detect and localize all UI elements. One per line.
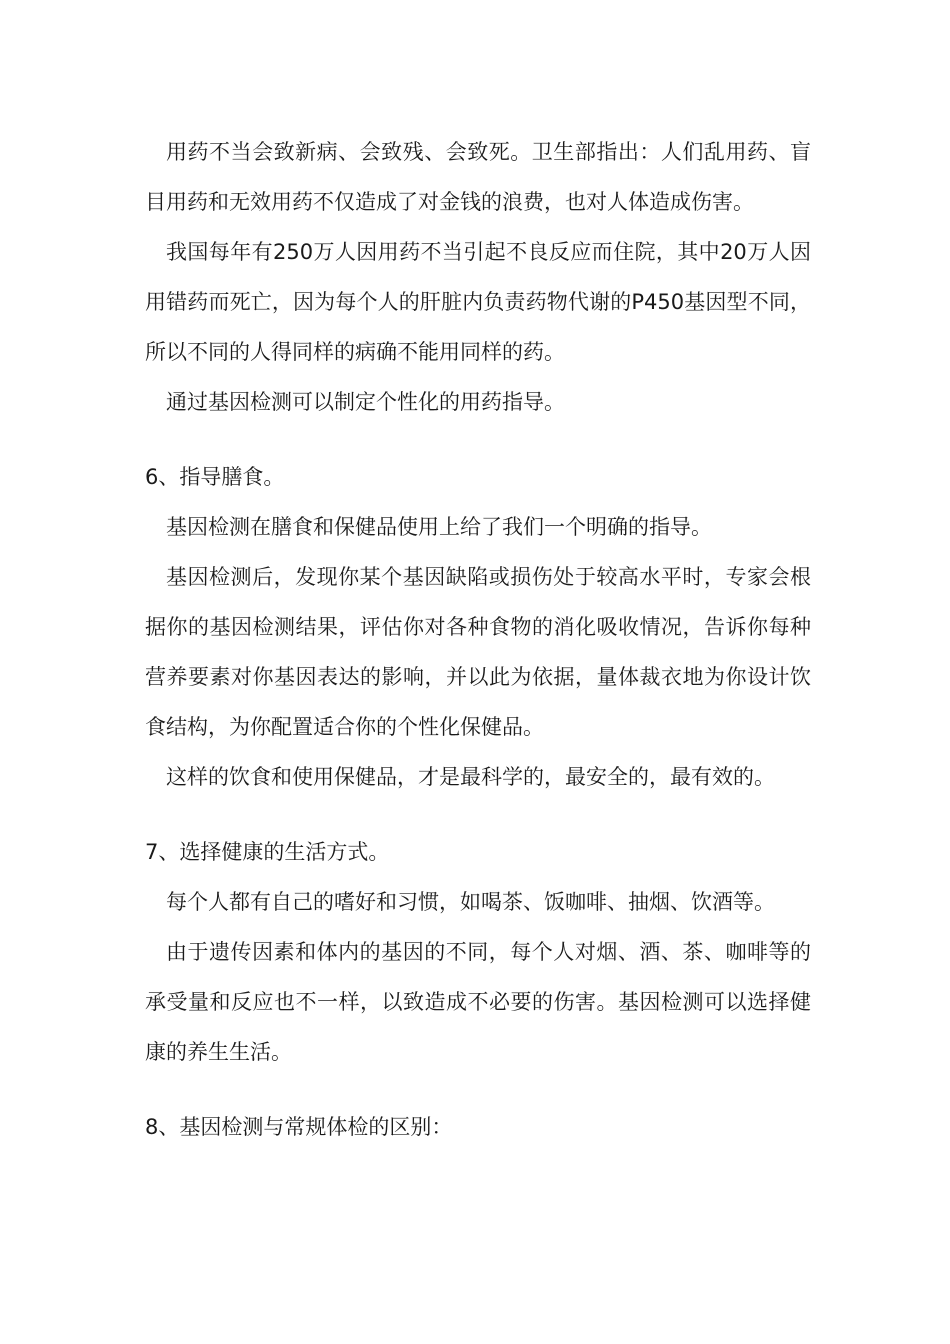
document-body bbox=[145, 127, 811, 1152]
paragraph-drug-misuse: 用药不当会致新病、会致残、会致死。卫生部指出：人们乱用药、盲目用药和无效用药不仅造成了对金钱的浪费，也对人体造成伤害。 bbox=[145, 140, 811, 214]
paragraph-genetic-differences: 由于遗传因素和体内的基因的不同，每个人对烟、酒、茶、咖啡等的承受量和反应也不一样，以致造成不必要的伤害。基因检测可以选择健康的养生生活。 bbox=[145, 940, 811, 1064]
paragraph-diet-details: 基因检测后，发现你某个基因缺陷或损伤处于较高水平时，专家会根据你的基因检测结果，评估你对各种食物的消化吸收情况，告诉你每种营养要素对你基因表达的影响，并以此为依据，量体裁衣地为你设计饮食结构，为你配置适合你的个性化保健品。 bbox=[145, 565, 811, 739]
section-heading-comparison: 8、基因检测与常规体检的区别： bbox=[145, 1115, 453, 1139]
paragraph-drug-statistics: 我国每年有250万人因用药不当引起不良反应而住院，其中20万人因用错药而死亡，因为每个人的肝脏内负责药物代谢的P450基因型不同，所以不同的人得同样的病确不能用同样的药。 bbox=[145, 240, 811, 364]
paragraph-diet-conclusion: 这样的饮食和使用保健品，才是最科学的，最安全的，最有效的。 bbox=[166, 765, 775, 789]
paragraph-medication-guidance: 通过基因检测可以制定个性化的用药指导。 bbox=[166, 390, 565, 414]
paragraph-diet-intro: 基因检测在膳食和保健品使用上给了我们一个明确的指导。 bbox=[166, 515, 712, 539]
section-heading-lifestyle: 7、选择健康的生活方式。 bbox=[145, 840, 390, 864]
section-heading-diet: 6、指导膳食。 bbox=[145, 465, 285, 489]
paragraph-habits: 每个人都有自己的嗜好和习惯，如喝茶、饭咖啡、抽烟、饮酒等。 bbox=[166, 890, 775, 914]
